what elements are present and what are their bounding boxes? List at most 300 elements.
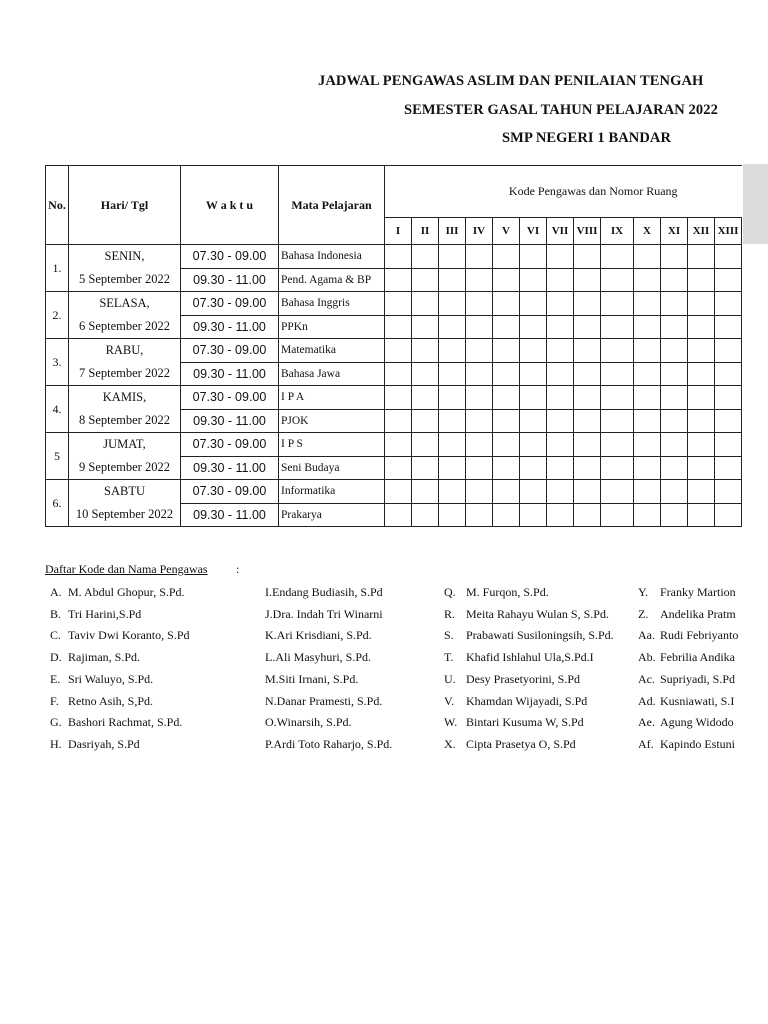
room-cell[interactable] [439, 386, 466, 410]
room-cell[interactable] [661, 245, 688, 269]
legend-code: W. [444, 715, 458, 730]
room-cell[interactable] [493, 480, 520, 504]
room-cell[interactable] [412, 433, 439, 457]
room-cell[interactable] [634, 315, 661, 339]
room-cell[interactable] [466, 315, 493, 339]
legend-code: Ab. [638, 650, 656, 665]
room-cell[interactable] [574, 362, 601, 386]
room-cell[interactable] [715, 268, 742, 292]
legend-code: O. [265, 715, 277, 730]
room-cell[interactable] [466, 409, 493, 433]
header-mata-pelajaran: Mata Pelajaran [279, 166, 385, 245]
room-cell[interactable] [466, 503, 493, 527]
legend-colon: : [236, 562, 240, 576]
table-row [46, 480, 742, 504]
room-header-4: IV [466, 218, 493, 245]
legend-code: M. [265, 671, 279, 686]
legend-code: E. [50, 671, 61, 686]
legend-name: Ardi Toto Raharjo, S.Pd. [273, 736, 393, 751]
header-hari-tgl: Hari/ Tgl [69, 166, 181, 245]
room-header-7: VII [547, 218, 574, 245]
room-cell[interactable] [574, 315, 601, 339]
room-cell[interactable] [661, 409, 688, 433]
table-row [46, 268, 742, 292]
room-cell[interactable] [688, 409, 715, 433]
legend-name: Andelika Pratm [660, 606, 736, 621]
room-cell[interactable] [715, 503, 742, 527]
room-cell[interactable] [520, 315, 547, 339]
room-cell[interactable] [601, 480, 634, 504]
room-cell[interactable] [520, 292, 547, 316]
legend-item [50, 715, 182, 730]
room-cell[interactable] [493, 245, 520, 269]
room-cell[interactable] [601, 433, 634, 457]
room-header-13: XIII [715, 218, 742, 245]
room-cell[interactable] [466, 339, 493, 363]
room-header-1: I [385, 218, 412, 245]
legend-code: P. [265, 736, 274, 751]
room-header-5: V [493, 218, 520, 245]
legend-name: M. Furqon, S.Pd. [466, 585, 549, 599]
room-cell[interactable] [520, 433, 547, 457]
room-cell[interactable] [493, 315, 520, 339]
room-cell[interactable] [520, 362, 547, 386]
legend-name: Winarsih, S.Pd. [276, 715, 352, 730]
slot-subject: Prakarya [279, 503, 385, 527]
legend-code: H. [50, 736, 62, 751]
room-cell[interactable] [547, 503, 574, 527]
room-cell[interactable] [412, 503, 439, 527]
room-cell[interactable] [385, 292, 412, 316]
legend-code: Z. [638, 606, 649, 621]
legend-item [265, 607, 383, 622]
schedule-table [45, 165, 742, 527]
table-row [46, 456, 742, 480]
slot-subject: I P S [279, 433, 385, 457]
room-cell[interactable] [466, 268, 493, 292]
room-cell[interactable] [412, 315, 439, 339]
room-cell[interactable] [439, 456, 466, 480]
room-cell[interactable] [601, 292, 634, 316]
room-cell[interactable] [688, 245, 715, 269]
row-number: 1. [46, 245, 69, 292]
room-cell[interactable] [385, 339, 412, 363]
legend-name: Meita Rahayu Wulan S, S.Pd. [466, 606, 609, 621]
legend-name: M. Abdul Ghopur, S.Pd. [68, 585, 185, 599]
legend-code: T. [444, 650, 454, 665]
room-cell[interactable] [661, 456, 688, 480]
day-name: RABU, [69, 339, 181, 363]
room-cell[interactable] [715, 245, 742, 269]
room-cell[interactable] [715, 292, 742, 316]
room-cell[interactable] [412, 480, 439, 504]
room-cell[interactable] [688, 268, 715, 292]
room-cell[interactable] [493, 503, 520, 527]
room-cell[interactable] [661, 480, 688, 504]
legend-name: Khafid Ishlahul Ula,S.Pd.I [466, 650, 594, 665]
legend-code: N. [265, 693, 277, 708]
legend-item [265, 737, 392, 752]
legend-name: Danar Pramesti, S.Pd. [276, 693, 383, 708]
room-cell[interactable] [715, 386, 742, 410]
room-cell[interactable] [634, 480, 661, 504]
slot-subject: Bahasa Inggris [279, 292, 385, 316]
legend-item [265, 650, 371, 665]
legend-item [50, 737, 140, 752]
room-cell[interactable] [634, 503, 661, 527]
room-cell[interactable] [547, 268, 574, 292]
room-cell[interactable] [634, 433, 661, 457]
room-cell[interactable] [439, 480, 466, 504]
legend-code: B. [50, 606, 62, 621]
room-cell[interactable] [634, 339, 661, 363]
legend-item [444, 650, 594, 665]
legend-code: C. [50, 628, 62, 643]
room-cell[interactable] [574, 386, 601, 410]
room-cell[interactable] [661, 503, 688, 527]
room-cell[interactable] [688, 433, 715, 457]
table-row [46, 409, 742, 433]
legend-item [50, 672, 153, 687]
room-cell[interactable] [574, 503, 601, 527]
room-cell[interactable] [634, 386, 661, 410]
room-header-2: II [412, 218, 439, 245]
legend-item [638, 650, 735, 665]
slot-time: 07.30 - 09.00 [181, 386, 279, 410]
room-cell[interactable] [574, 245, 601, 269]
room-cell[interactable] [439, 433, 466, 457]
room-cell[interactable] [601, 503, 634, 527]
room-cell[interactable] [547, 362, 574, 386]
table-row [46, 362, 742, 386]
room-cell[interactable] [688, 339, 715, 363]
table-row [46, 386, 742, 410]
legend-item [265, 694, 382, 709]
legend-item [638, 628, 738, 643]
table-row [46, 433, 742, 457]
room-cell[interactable] [439, 503, 466, 527]
room-cell[interactable] [715, 315, 742, 339]
table-row [46, 245, 742, 269]
day-date: 7 September 2022 [69, 362, 181, 386]
slot-time: 09.30 - 11.00 [181, 456, 279, 480]
room-cell[interactable] [574, 480, 601, 504]
room-cell[interactable] [439, 362, 466, 386]
room-cell[interactable] [547, 480, 574, 504]
room-cell[interactable] [634, 245, 661, 269]
legend-code: Ac. [638, 671, 655, 686]
legend-item [444, 737, 576, 752]
room-cell[interactable] [493, 456, 520, 480]
day-date: 5 September 2022 [69, 268, 181, 292]
slot-subject: PJOK [279, 409, 385, 433]
day-date: 6 September 2022 [69, 315, 181, 339]
room-cell[interactable] [385, 409, 412, 433]
room-cell[interactable] [715, 362, 742, 386]
slot-subject: Bahasa Indonesia [279, 245, 385, 269]
legend-code: Ad. [638, 693, 656, 708]
legend-name: Kapindo Estuni [660, 736, 735, 751]
day-name: SABTU [69, 480, 181, 504]
room-cell[interactable] [688, 386, 715, 410]
room-cell[interactable] [385, 503, 412, 527]
legend-item [265, 628, 372, 643]
legend-code: D. [50, 650, 62, 665]
room-cell[interactable] [412, 339, 439, 363]
room-cell[interactable] [547, 315, 574, 339]
legend-item [444, 628, 614, 643]
room-cell[interactable] [634, 456, 661, 480]
legend-code: I. [265, 585, 272, 599]
room-cell[interactable] [412, 268, 439, 292]
slot-subject: I P A [279, 386, 385, 410]
legend-name: Ari Krisdiani, S.Pd. [276, 628, 372, 643]
room-cell[interactable] [493, 386, 520, 410]
slot-time: 07.30 - 09.00 [181, 245, 279, 269]
slot-time: 07.30 - 09.00 [181, 433, 279, 457]
room-cell[interactable] [412, 362, 439, 386]
legend-name: Agung Widodo [660, 715, 734, 730]
room-cell[interactable] [547, 245, 574, 269]
legend-code: R. [444, 606, 456, 621]
document-title-line-3: SMP NEGERI 1 BANDAR [502, 130, 672, 146]
room-header-3: III [439, 218, 466, 245]
room-cell[interactable] [547, 456, 574, 480]
room-cell[interactable] [547, 292, 574, 316]
room-cell[interactable] [412, 409, 439, 433]
room-cell[interactable] [385, 456, 412, 480]
legend-item [444, 585, 549, 600]
room-cell[interactable] [574, 292, 601, 316]
day-name: JUMAT, [69, 433, 181, 457]
room-cell[interactable] [385, 315, 412, 339]
room-cell[interactable] [412, 292, 439, 316]
room-cell[interactable] [688, 503, 715, 527]
room-cell[interactable] [715, 339, 742, 363]
room-cell[interactable] [634, 362, 661, 386]
legend-item [638, 715, 734, 730]
legend-item [265, 585, 383, 600]
slot-subject: Matematika [279, 339, 385, 363]
room-cell[interactable] [547, 386, 574, 410]
room-cell[interactable] [412, 386, 439, 410]
legend-name: Endang Budiasih, S.Pd [272, 585, 383, 599]
room-header-10: X [634, 218, 661, 245]
room-cell[interactable] [466, 386, 493, 410]
legend-item [638, 694, 734, 709]
room-cell[interactable] [412, 245, 439, 269]
legend-name: Kusniawati, S.I [660, 693, 735, 708]
room-cell[interactable] [661, 362, 688, 386]
legend-name: Tri Harini,S.Pd [68, 606, 142, 621]
header-kode-pengawas: Kode Pengawas dan Nomor Ruang [385, 166, 742, 218]
room-cell[interactable] [520, 480, 547, 504]
room-cell[interactable] [385, 362, 412, 386]
room-cell[interactable] [574, 433, 601, 457]
legend-name: Siti Irnani, S.Pd. [278, 671, 359, 686]
legend-item [444, 672, 580, 687]
table-row [46, 292, 742, 316]
day-date: 8 September 2022 [69, 409, 181, 433]
room-cell[interactable] [601, 386, 634, 410]
room-cell[interactable] [688, 480, 715, 504]
slot-time: 09.30 - 11.00 [181, 315, 279, 339]
legend-code: Af. [638, 736, 654, 751]
header-no: No. [46, 166, 69, 245]
room-cell[interactable] [661, 433, 688, 457]
room-cell[interactable] [715, 456, 742, 480]
room-cell[interactable] [688, 362, 715, 386]
legend-code: Q. [444, 585, 456, 599]
room-cell[interactable] [520, 503, 547, 527]
room-cell[interactable] [520, 268, 547, 292]
room-cell[interactable] [493, 292, 520, 316]
legend-item [638, 585, 736, 600]
room-cell[interactable] [574, 268, 601, 292]
slot-subject: Informatika [279, 480, 385, 504]
document-title-line-1: JADWAL PENGAWAS ASLIM DAN PENILAIAN TENGAH [318, 73, 704, 89]
legend-item [638, 672, 735, 687]
room-cell[interactable] [574, 339, 601, 363]
room-cell[interactable] [385, 386, 412, 410]
row-number: 3. [46, 339, 69, 386]
room-cell[interactable] [661, 315, 688, 339]
room-cell[interactable] [493, 433, 520, 457]
room-cell[interactable] [466, 456, 493, 480]
row-number: 5 [46, 433, 69, 480]
room-cell[interactable] [574, 456, 601, 480]
legend-item [265, 715, 352, 730]
legend-code: V. [444, 693, 455, 708]
row-number: 4. [46, 386, 69, 433]
legend-item [50, 585, 185, 600]
room-cell[interactable] [385, 245, 412, 269]
legend-code: J. [265, 606, 273, 621]
room-cell[interactable] [547, 433, 574, 457]
room-cell[interactable] [601, 339, 634, 363]
legend-name: Prabawati Susiloningsih, S.Pd. [466, 628, 614, 643]
legend-name: Dra. Indah Tri Winarni [272, 606, 383, 621]
room-cell[interactable] [547, 339, 574, 363]
room-cell[interactable] [439, 292, 466, 316]
room-cell[interactable] [634, 268, 661, 292]
room-cell[interactable] [688, 292, 715, 316]
room-header-8: VIII [574, 218, 601, 245]
room-cell[interactable] [688, 315, 715, 339]
room-cell[interactable] [520, 409, 547, 433]
day-name: SELASA, [69, 292, 181, 316]
room-cell[interactable] [601, 315, 634, 339]
day-date: 9 September 2022 [69, 456, 181, 480]
room-cell[interactable] [439, 315, 466, 339]
room-cell[interactable] [466, 433, 493, 457]
legend-name: Rudi Febriyanto [660, 628, 739, 643]
slot-subject: Seni Budaya [279, 456, 385, 480]
room-cell[interactable] [601, 245, 634, 269]
room-cell[interactable] [439, 339, 466, 363]
room-cell[interactable] [412, 456, 439, 480]
table-row [46, 315, 742, 339]
room-cell[interactable] [520, 386, 547, 410]
room-cell[interactable] [439, 268, 466, 292]
legend-item [444, 694, 587, 709]
room-cell[interactable] [661, 268, 688, 292]
room-cell[interactable] [466, 480, 493, 504]
legend-name: Sri Waluyo, S.Pd. [68, 671, 154, 686]
room-cell[interactable] [574, 409, 601, 433]
page-edge-shade [743, 164, 768, 244]
room-cell[interactable] [466, 362, 493, 386]
legend-name: Supriyadi, S.Pd [660, 671, 736, 686]
slot-time: 09.30 - 11.00 [181, 268, 279, 292]
room-cell[interactable] [547, 409, 574, 433]
slot-subject: Pend. Agama & BP [279, 268, 385, 292]
room-cell[interactable] [601, 456, 634, 480]
room-cell[interactable] [601, 409, 634, 433]
room-cell[interactable] [385, 480, 412, 504]
room-header-11: XI [661, 218, 688, 245]
room-cell[interactable] [385, 268, 412, 292]
legend-code: U. [444, 671, 456, 686]
slot-time: 07.30 - 09.00 [181, 480, 279, 504]
room-cell[interactable] [634, 292, 661, 316]
table-row [46, 339, 742, 363]
legend-item [50, 650, 140, 665]
room-cell[interactable] [634, 409, 661, 433]
legend-name: Febrilia Andika [660, 650, 735, 665]
room-cell[interactable] [493, 409, 520, 433]
room-cell[interactable] [493, 339, 520, 363]
legend-code: X. [444, 736, 456, 751]
slot-time: 09.30 - 11.00 [181, 503, 279, 527]
legend-name: Retno Asih, S,Pd. [68, 693, 154, 708]
room-cell[interactable] [661, 339, 688, 363]
legend-code: F. [50, 693, 59, 708]
room-cell[interactable] [601, 362, 634, 386]
room-cell[interactable] [520, 339, 547, 363]
room-cell[interactable] [715, 409, 742, 433]
room-cell[interactable] [715, 480, 742, 504]
slot-time: 09.30 - 11.00 [181, 409, 279, 433]
room-cell[interactable] [439, 409, 466, 433]
room-header-6: VI [520, 218, 547, 245]
legend-code: K. [265, 628, 277, 643]
legend-name: Franky Martion [660, 585, 736, 599]
room-cell[interactable] [439, 245, 466, 269]
room-cell[interactable] [601, 268, 634, 292]
legend-code: A. [50, 585, 62, 599]
legend-item [265, 672, 358, 687]
legend-item [444, 715, 584, 730]
legend-item [50, 607, 141, 622]
room-cell[interactable] [688, 456, 715, 480]
room-cell[interactable] [493, 362, 520, 386]
room-cell[interactable] [520, 245, 547, 269]
day-date: 10 September 2022 [69, 503, 181, 527]
room-cell[interactable] [661, 386, 688, 410]
room-cell[interactable] [466, 245, 493, 269]
room-cell[interactable] [493, 268, 520, 292]
legend-item [444, 607, 609, 622]
room-cell[interactable] [520, 456, 547, 480]
document-title-line-2: SEMESTER GASAL TAHUN PELAJARAN 2022 [404, 102, 718, 118]
room-cell[interactable] [385, 433, 412, 457]
room-cell[interactable] [715, 433, 742, 457]
slot-subject: PPKn [279, 315, 385, 339]
legend-name: Cipta Prasetya O, S.Pd [466, 736, 576, 751]
room-cell[interactable] [466, 292, 493, 316]
room-cell[interactable] [661, 292, 688, 316]
